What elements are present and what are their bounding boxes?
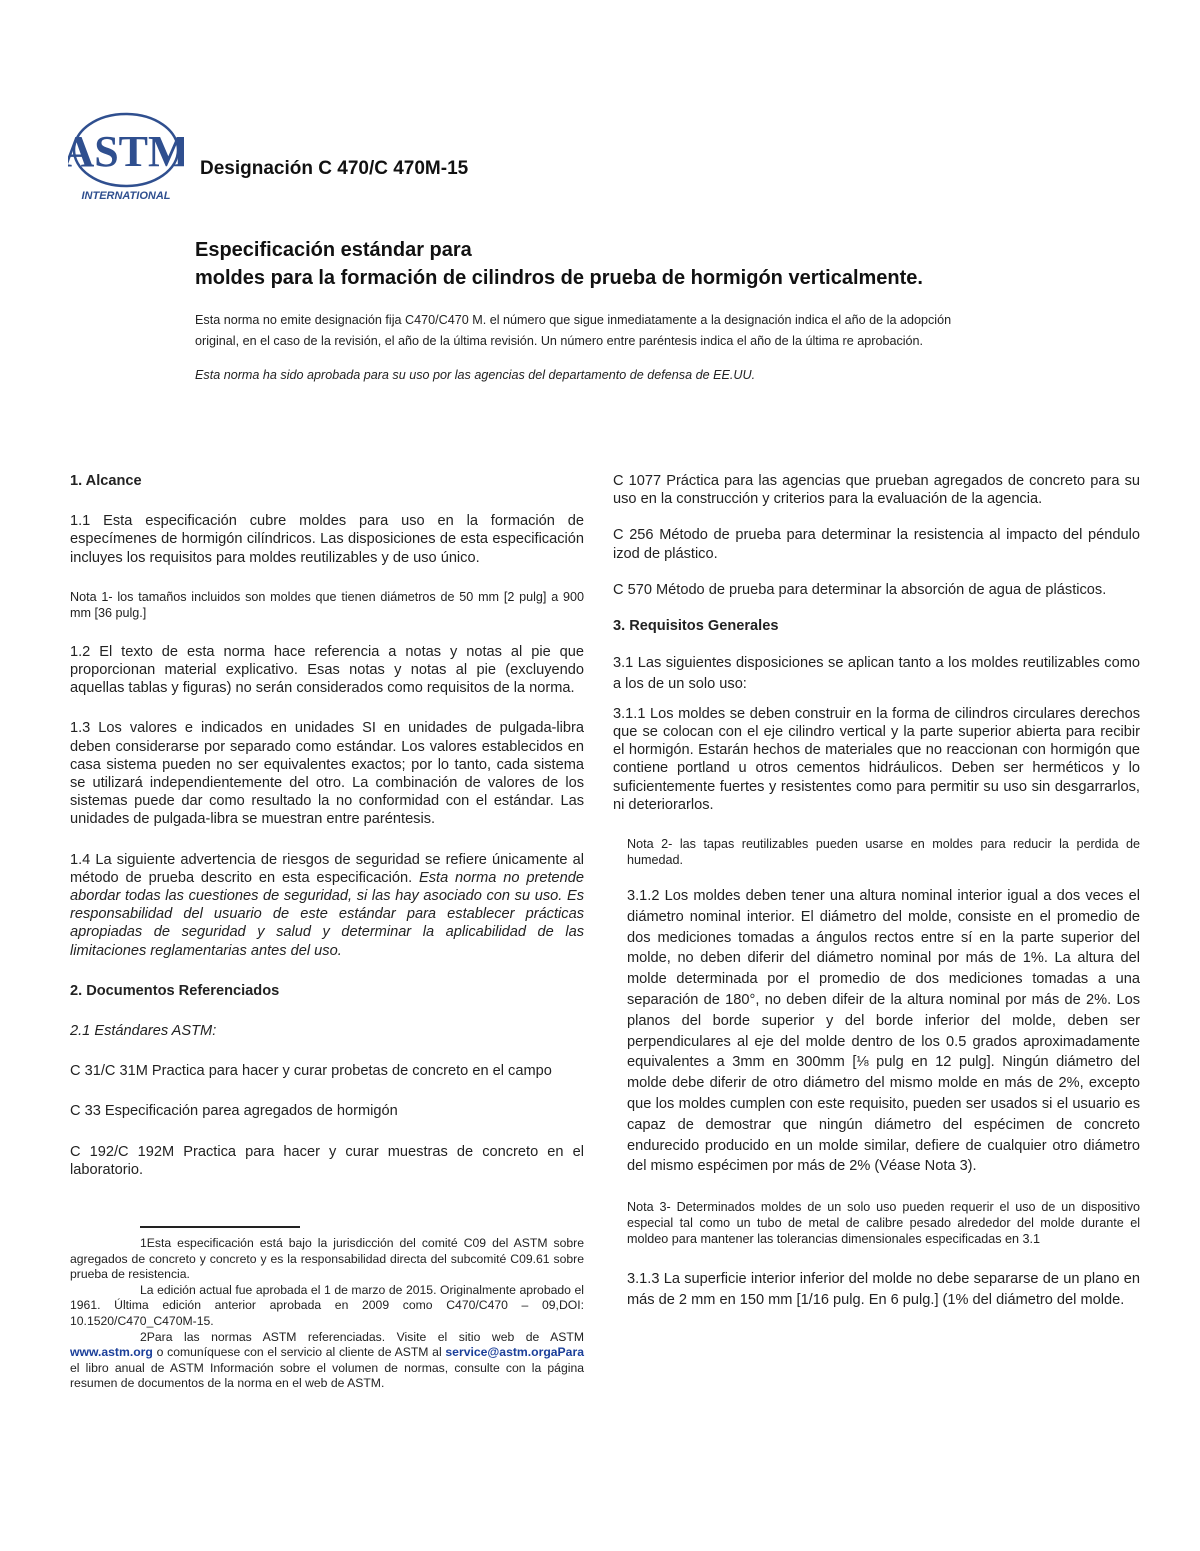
logo-subtitle: INTERNATIONAL xyxy=(81,190,171,202)
footnote-1-edition: La edición actual fue aprobada el 1 de marzo de 2015. Originalmente aprobado el 1961. Última edición anterior aprobada en 2009 como C470/C470 – 09,DOI: 10.1520/C470_C470M-15. xyxy=(70,1282,584,1328)
note-1: Nota 1- los tamaños incluidos son moldes que tienen diámetros de 50 mm [2 pulg] a 900 mm [36 pulg.] xyxy=(70,589,584,620)
reference-c192: C 192/C 192M Practica para hacer y curar muestras de concreto en el laboratorio. xyxy=(70,1143,584,1178)
intro-paragraph: Esta norma no emite designación fija C470/C470 M. el número que sigue inmediatamente a la designación indica el año de la adopción original, en el caso de la revisión, el año de la última revisión. Un número entre paréntesis indica el año de la última re aprobación. xyxy=(195,313,952,348)
footnote-divider xyxy=(140,1226,300,1228)
footnote-2-rest: el libro anual de ASTM Información sobre el volumen de normas, consulte con la página resumen de documentos de la norma en el web de ASTM. xyxy=(70,1360,584,1391)
paragraph-1-1: 1.1 Esta especificación cubre moldes para uso en la formación de especímenes de hormigón cilíndricos. Las disposiciones de esta especificación incluyes los requisitos para moldes reutilizables y de uso único. xyxy=(70,513,584,566)
paragraph-2-1: 2.1 Estándares ASTM: xyxy=(70,1023,217,1040)
title-line-1: Especificación estándar para xyxy=(195,239,472,261)
footnote-1: 1Esta especificación está bajo la jurisdicción del comité C09 del ASTM sobre agregados de concreto y concreto y es la responsabilidad directa del subcomité C09.61 sobre prueba de resistencia. xyxy=(70,1236,584,1282)
left-column xyxy=(70,472,584,1179)
section-2-heading: 2. Documentos Referenciados xyxy=(70,982,280,999)
defense-approval-note: Esta norma ha sido aprobada para su uso por las agencias del departamento de defensa de EE.UU. xyxy=(195,368,756,382)
title-line-2: moldes para la formación de cilindros de prueba de hormigón verticalmente. xyxy=(195,267,923,289)
paragraph-1-3: 1.3 Los valores e indicados en unidades SI en unidades de pulgada-libra deben considerarse por separado como estándar. Los valores establecidos en casa sistema pueden no ser equivalentes exactos; por lo tanto, cada sistema se utilizará independientemente del otro. La combinación de valores de los sistemas puede dar como resultado la no conformidad con el estándar. Las unidades de pulgada-libra se muestran entre paréntesis. xyxy=(70,720,584,828)
footnote-2-text: 2Para las normas ASTM referenciadas. Visite el sitio web de ASTM xyxy=(140,1329,584,1344)
footnote-2 xyxy=(70,1330,584,1392)
logo-mark: ASTM xyxy=(68,127,184,176)
intro xyxy=(195,310,985,386)
reference-c31: C 31/C 31M Practica para hacer y curar probetas de concreto en el campo xyxy=(70,1063,552,1080)
reference-c570: C 570 Método de prueba para determinar la absorción de agua de plásticos. xyxy=(613,581,1107,598)
footnote-2-contact: o comuníquese con el servicio al cliente de ASTM al xyxy=(156,1345,442,1360)
note-3: Nota 3- Determinados moldes de un solo uso pueden requerir el uso de un dispositivo especial tal como un tubo de metal de calibre pesado alrededor del molde durante el moldeo para mantener las tolerancias dimensionales especificadas en 3.1 xyxy=(627,1200,1140,1247)
astm-logo xyxy=(68,108,184,204)
paragraph-3-1-2: 3.1.2 Los moldes deben tener una altura nominal interior igual a dos veces el diámetro nominal interior. El diámetro del molde, consiste en el promedio de dos mediciones tomadas a ángulos rectos entre sí en la parte superior del molde, no deben diferir del diámetro nominal por más de 1%. La altura del molde determinada por el promedio de dos mediciones tomadas a una separación de 180°, no deben difeir de la altura nominal por más de 2%. Los planos del borde superior y del borde inferior del molde, deben ser perpendiculares al eje del molde dentro de los 0.5 grados aproximadamente equivalentes a 3mm en 300mm [⅛ pulg en 12 pulg]. Ningún diámetro del molde debe diferir de otro diámetro del mismo molde en más de 2%, excepto que los moldes cumplen con este requisito, pueden ser usados si el usuario es capaz de demostrar que ningún diámetro del espécimen de concreto endurecido producido en un molde similar, defiere de cualquier otro diámetro del mismo espécimen por más de 2% (Véase Nota 3). xyxy=(627,888,1140,1175)
right-column xyxy=(613,472,1140,1311)
document-title xyxy=(195,236,923,292)
reference-c1077: C 1077 Práctica para las agencias que prueban agregados de concreto para su uso en la construcción y criterios para la evaluación de la agencia. xyxy=(613,473,1140,508)
section-1-heading: 1. Alcance xyxy=(70,473,142,489)
footnotes xyxy=(70,1236,584,1392)
paragraph-3-1: 3.1 Las siguientes disposiciones se aplican tanto a los moldes reutilizables como a los de un solo uso: xyxy=(613,655,1140,693)
reference-c33: C 33 Especificación parea agregados de hormigón xyxy=(70,1103,398,1120)
designation: Designación C 470/C 470M-15 xyxy=(200,158,469,179)
paragraph-3-1-1: 3.1.1 Los moldes se deben construir en la forma de cilindros circulares derechos que se colocan con el eje cilindro vertical y la parte superior abierta para recibir el hormigón. Estarán hechos de materiales que no reaccionan con hormigón que contiene portland u otros cementos hidráulicos. Deben ser herméticos y lo suficientemente fuertes y resistentes como para permitir su uso sin desgarrarlos, ni deteriorarlos. xyxy=(613,705,1140,813)
astm-service-email-link[interactable]: service@astm.orgaPara xyxy=(445,1345,584,1360)
reference-c256: C 256 Método de prueba para determinar la resistencia al impacto del péndulo izod de plástico. xyxy=(613,527,1140,562)
paragraph-1-4-text: 1.4 La siguiente advertencia de riesgos de seguridad se refiere únicamente al método de prueba descrito en esta especificación. xyxy=(70,851,584,886)
paragraph-3-1-3: 3.1.3 La superficie interior inferior del molde no debe separarse de un plano en más de 2 mm en 150 mm [1/16 pulg. En 6 pulg.] (1% del diámetro del molde. xyxy=(627,1271,1140,1308)
note-2: Nota 2- las tapas reutilizables pueden usarse en moldes para reducir la perdida de humedad. xyxy=(627,837,1140,868)
section-3-heading: 3. Requisitos Generales xyxy=(613,618,779,635)
indented-block xyxy=(613,836,1140,1311)
safety-warning: Esta norma no pretende abordar todas las cuestiones de seguridad, si las hay asociado con su uso. Es responsabilidad del usuario de este estándar para establecer prácticas apropiadas de seguridad y salud y determinar la aplicabilidad de las limitaciones reglamentarias antes del uso. xyxy=(70,869,584,959)
paragraph-1-2: 1.2 El texto de esta norma hace referencia a notas y notas al pie que proporcionan material explicativo. Esas notas y notas al pie (excluyendo aquellas tablas y figuras) no serán considerados como requisitos de la norma. xyxy=(70,643,584,697)
astm-website-link[interactable]: www.astm.org xyxy=(70,1345,153,1360)
paragraph-1-4 xyxy=(70,851,584,960)
